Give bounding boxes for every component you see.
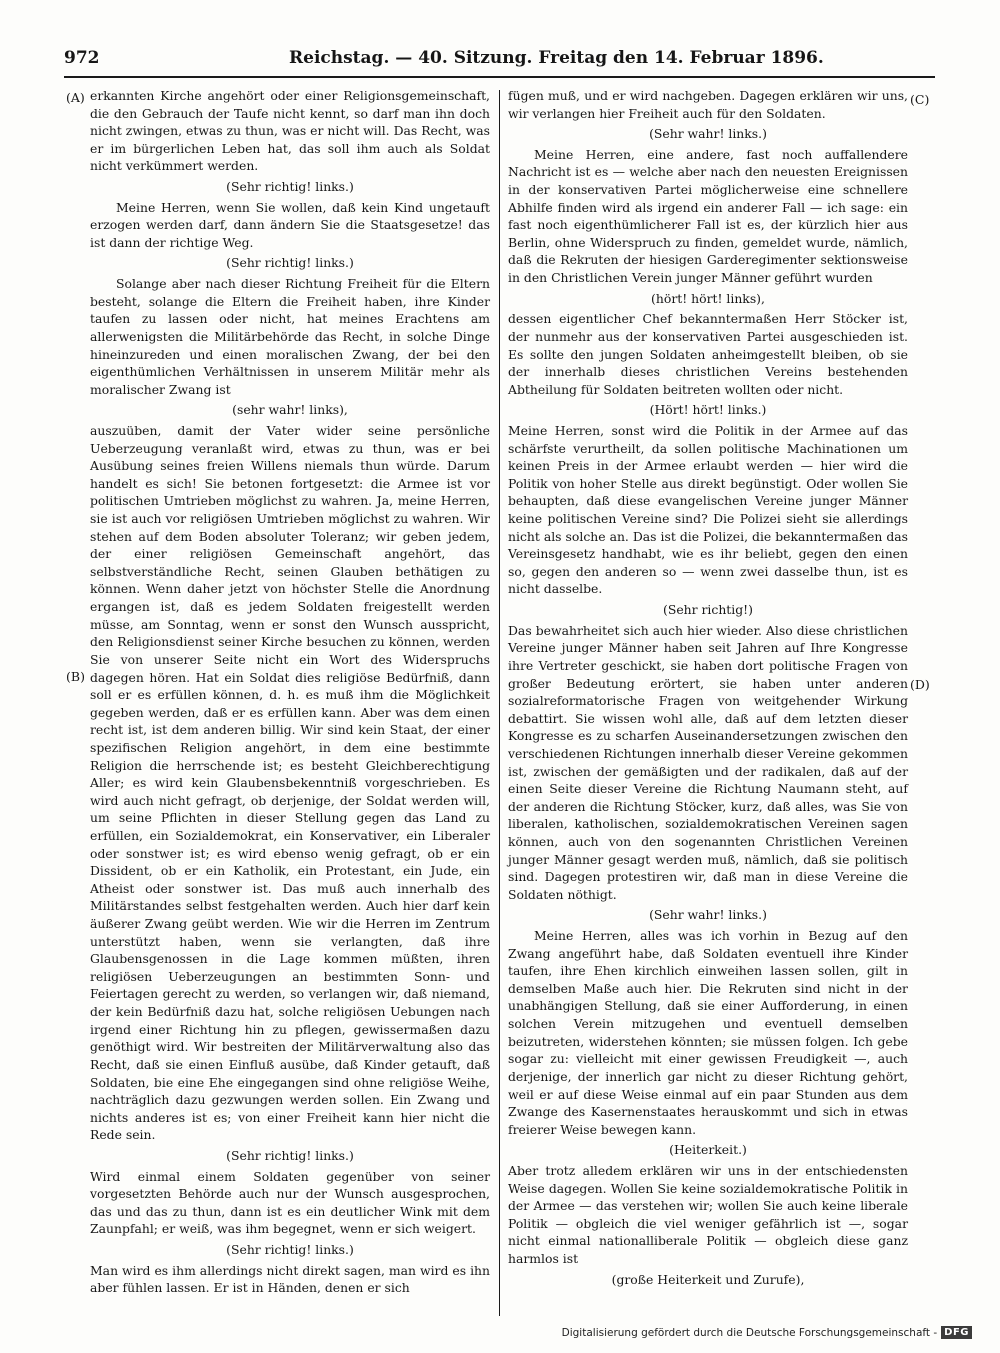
interjection: (Sehr richtig!) xyxy=(663,602,753,618)
interjection: (hört! hört! links), xyxy=(651,290,765,306)
interjection: (Sehr richtig! links.) xyxy=(226,1242,354,1257)
paragraph: Meine Herren, eine andere, fast noch auffallendere Nachricht ist es — welche aber nach den neuesten Ereignissen in der konservativen Partei möglicherweise eine schnellere Abhilfe finden wird als irgend ein anderer Fall — ich sage: ein fast noch eigenthümlicherer Fall ist es, der kürzlich hier aus Berlin, ohne Widerspruch zu finden, gemeldet wurde, nämlich, daß die Rekruten der hiesigen Garderegimenter sektionsweise in den Christlichen Verein junger Männer geführt wurden xyxy=(508,146,908,286)
margin-mark-b: (B) xyxy=(66,669,85,684)
left-column xyxy=(90,87,490,1297)
paragraph: erkannten Kirche angehört oder einer Religionsgemeinschaft, die den Gebrauch der Taufe nicht kennt, so darf man ihn doch nicht zwingen, etwas zu thun, was er nicht will. Das Recht, was er im bürgerlichen Leben hat, das soll ihm auch als Soldat nicht verkümmert werden. xyxy=(90,88,490,174)
margin-mark-d: (D) xyxy=(910,677,930,692)
interjection: (Sehr richtig! links.) xyxy=(226,179,354,195)
paragraph: fügen muß, und er wird nachgeben. Dagegen erklären wir uns, wir verlangen hier Freiheit auch für den Soldaten. xyxy=(508,88,908,121)
header-rule xyxy=(64,76,935,78)
interjection: (Sehr richtig! links.) xyxy=(226,1147,354,1163)
interjection: (Sehr richtig! links.) xyxy=(226,255,354,271)
paragraph: dessen eigentlicher Chef bekanntermaßen Herr Stöcker ist, der nunmehr aus der konservativen Partei ausgeschieden ist. Es sollte den jungen Soldaten anheimgestellt bleiben, ob sie der innerhalb dieses christlichen Vereins bestehenden Abtheilung für Soldaten beitreten wollten oder nicht. xyxy=(508,311,908,397)
interjection: (Sehr wahr! links.) xyxy=(649,907,767,923)
interjection: (Heiterkeit.) xyxy=(669,1142,747,1158)
page-header xyxy=(64,46,824,70)
footer-credit xyxy=(562,1326,972,1339)
running-head: Reichstag. — 40. Sitzung. Freitag den 14. Februar 1896. xyxy=(289,48,824,68)
paragraph: Das bewahrheitet sich auch hier wieder. Also diese christlichen Vereine junger Männer haben seit Jahren auf Ihre Kongresse ihre Vertreter geschickt, sie haben dort politische Fragen von großer Bedeutung erörtert, sie haben unter anderen sozialreformatorische Fragen von weitgehender Wirkung debattirt. Sie wissen wohl alle, daß auf dem letzten dieser Kongresse es zu scharfen Auseinandersetzungen zwischen den verschiedenen Richtungen innerhalb dieser Vereine gekommen ist, zwischen der gemäßigten und der radikalen, daß auf der einen Seite dieser Vereine die Richtung Naumann steht, auf der anderen die Richtung Stöcker, kurz, daß alles, was Sie von liberalen, katholischen, sozialdemokratischen Vereinen sagen können, auch von den sogenannten Christlichen Vereinen junger Männer gesagt werden muß, nämlich, daß sie politisch sind. Dagegen protestiren wir, daß man in diese Vereine die Soldaten nöthigt. xyxy=(508,622,908,902)
interjection: (Sehr wahr! links.) xyxy=(649,126,767,142)
interjection: (große Heiterkeit und Zurufe), xyxy=(611,1271,805,1287)
paragraph: auszuüben, damit der Vater wider seine persönliche Ueberzeugung veranlaßt wird, etwas zu thun, was er bei Ausübung seines freien Willens niemals thun würde. Darum handelt es sich! Sie betonen fortgesetzt: die Armee ist vor politischen Umtrieben möglichst zu wahren. Ja, meine Herren, sie ist auch vor religiösen Umtrieben möglichst zu wahren. Wir stehen auf dem Boden absoluter Toleranz; wir geben jedem, der einer religiösen Gemeinschaft angehört, das selbstverständliche Recht, seinen Glauben bethätigen zu können. Wenn daher jetzt von höchster Stelle die Anordnung ergangen ist, daß es jedem Soldaten freigestellt werden müsse, am Sonntag, wenn er sonst den Wunsch ausspricht, den Religionsdienst seiner Kirche besuchen zu können, werden Sie von unserer Seite nicht ein Wort des Widerspruchs dagegen hören. Hat ein Soldat dies religiöse Bedürfniß, dann soll er es erfüllen können, d. h. es muß ihm die Möglichkeit gegeben werden, daß er es erfüllen kann. Aber was dem einen recht ist, ist dem anderen billig. Wir sind kein Staat, der einer spezifischen Religion angehört, in dem eine bestimmte Religion die herrschende ist; es besteht Gleichberechtigung Aller; es wird kein Glaubensbekenntniß vorgeschrieben. Es wird auch nicht gefragt, ob derjenige, der Soldat werden will, um seine Pflichten in dieser Stellung gegen das Land zu erfüllen, ein Sozialdemokrat, ein Konservativer, ein Liberaler oder sonstwer ist; es wird ebenso wenig gefragt, ob er ein Dissident, ob er ein Katholik, ein Protestant, ein Jude, ein Atheist oder sonstwer ist. Das muß auch innerhalb des Militärstandes selbst festgehalten werden. Auch hier darf kein äußerer Zwang geübt werden. Wie wir die Herren im Zentrum unterstützt haben, wenn sie verlangten, daß ihre Glaubensgenossen in die Lage kommen müßten, ihren religiösen Ueberzeugungen an bestimmten Sonn- und Feiertagen gerecht zu werden, so verlangen wir, daß niemand, der kein Bedürfniß dazu hat, solche religiösen Uebungen nach irgend einer Richtung hin zu pflegen, gewissermaßen dazu genöthigt wird. Wir bestreiten der Militärverwaltung also das Recht, daß sie einen Einfluß ausübe, daß Kinder getauft, daß Soldaten, bie eine Ehe eingegangen sind ohne religiöse Weihe, nachträglich dazu gezwungen werden sollen. Ein Zwang und nichts anderes ist es; von einer Freiheit kann hier nicht die Rede sein. xyxy=(90,422,490,1143)
paragraph: Man wird es ihm allerdings nicht direkt sagen, man wird es ihn aber fühlen lassen. Er ist in Händen, denen er sich xyxy=(90,1262,490,1296)
paragraph: Solange aber nach dieser Richtung Freiheit für die Eltern besteht, solange die Eltern die Freiheit haben, ihre Kinder taufen zu lassen oder nicht, hat meines Erachtens am allerwenigsten die Militärbehörde das Recht, in solche Dinge hineinzureden und einen moralischen Zwang, der bei den eigenthümlichen Verhältnissen in unserem Militär mehr als moralischer Zwang ist xyxy=(90,276,490,397)
right-column xyxy=(508,87,908,1291)
paragraph: Wird einmal einem Soldaten gegenüber von seiner vorgesetzten Behörde auch nur der Wunsch ausgesprochen, das und das zu thun, dann ist es ein deutlicher Wink mit dem Zaunpfahl; er weiß, was ihm begegnet, wenn er sich weigert. xyxy=(90,1168,490,1237)
page-number: 972 xyxy=(64,48,100,68)
paragraph: Meine Herren, alles was ich vorhin in Bezug auf den Zwang angeführt habe, daß Soldaten eventuell ihre Kinder taufen, ihre Ehen kirchlich einweihen lassen sollen, gilt in demselben Maße auch hier. Die Rekruten sind nicht in der unabhängigen Stellung, daß sie einer Aufforderung, in einen solchen Verein mitzugehen und eventuell demselben beizutreten, widerstehen könnten; sie müssen folgen. Ich gebe sogar zu: vielleicht mit einer gewissen Freudigkeit —, auch derjenige, der innerlich gar nicht zu dieser Richtung gehört, weil er auf diese Weise einmal auf ein paar Stunden aus dem Zwange des Kasernenstaates herauskommt und sich in etwas freierer Weise bewegen kann. xyxy=(508,928,908,1137)
paragraph: Meine Herren, wenn Sie wollen, daß kein Kind ungetauft erzogen werden darf, dann ändern Sie die Staatsgesetze! das ist dann der richtige Weg. xyxy=(90,199,490,250)
interjection: (sehr wahr! links), xyxy=(232,402,348,418)
dfg-logo: DFG xyxy=(941,1326,972,1339)
margin-mark-a: (A) xyxy=(66,90,85,105)
paragraph: Aber trotz alledem erklären wir uns in der entschiedensten Weise dagegen. Wollen Sie keine sozialdemokratische Politik in der Armee — das verstehen wir; wollen Sie auch keine liberale Politik — obgleich die viel weniger gefährlich ist —, sogar nicht einmal nationalliberale Politik — obgleich diese ganz harmlos ist xyxy=(508,1162,908,1266)
margin-mark-c: (C) xyxy=(910,92,930,107)
paragraph: Meine Herren, sonst wird die Politik in der Armee auf das schärfste verurtheilt, da sollen politische Machinationen um keinen Preis in der Armee erlaubt werden — hier wird die Politik von hoher Stelle aus direkt begünstigt. Oder wollen Sie behaupten, daß diese evangelischen Vereine junger Männer keine politischen Vereine sind? Die Polizei sieht sie allerdings nicht als solche an. Das ist die Polizei, die bekanntermaßen das Vereinsgesetz handhabt, wie es ihr beliebt, gegen den einen so, gegen den anderen so — wenn zwei dasselbe thun, ist es nicht dasselbe. xyxy=(508,422,908,597)
footer-credit-text: Digitalisierung gefördert durch die Deutsche Forschungsgemeinschaft - xyxy=(561,1326,938,1339)
interjection: (Hört! hört! links.) xyxy=(649,402,767,418)
column-rule xyxy=(499,90,500,1316)
